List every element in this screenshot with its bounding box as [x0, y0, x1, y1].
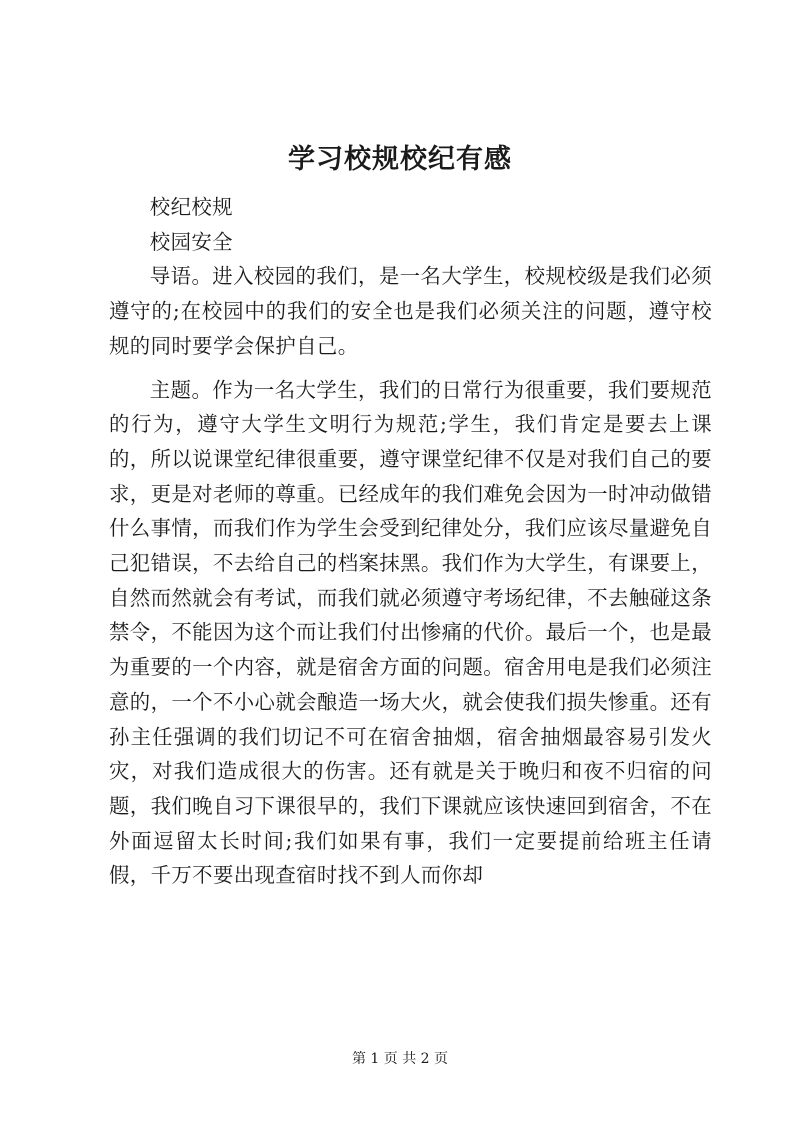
paragraph-heading-discipline: 校纪校规 — [149, 195, 233, 219]
page-number-footer: 第 1 页 共 2 页 — [351, 1051, 449, 1067]
paragraph-heading-safety: 校园安全 — [149, 229, 233, 254]
document-title: 学习校规校纪有感 — [288, 144, 512, 175]
document-body — [109, 190, 712, 893]
paragraph-main: 主题。作为一名大学生，我们的日常行为很重要，我们要规范的行为，遵守大学生文明行为规范;学生，我们肯定是要去上课的，所以说课堂纪律很重要，遵守课堂纪律不仅是对我们自己的要求，更是对老师的尊重。已经成年的我们难免会因为一时冲动做错什么事情，而我们作为学生会受到纪律处分，我们应该尽量避免自己犯错误，不去给自己的档案抹黑。我们作为大学生，有课要上，自然而然就会有考试，而我们就必须遵守考场纪律，不去触碰这条禁令，不能因为这个而让我们付出惨痛的代价。最后一个，也是最为重要的一个内容，就是宿舍方面的问题。宿舍用电是我们必须注意的，一个不小心就会酿造一场大火，就会使我们损失惨重。还有孙主任强调的我们切记不可在宿舍抽烟，宿舍抽烟最容易引发火灾，对我们造成很大的伤害。还有就是关于晚归和夜不归宿的问题，我们晚自习下课很早的，我们下课就应该快速回到宿舍，不在外面逗留太长时间;我们如果有事，我们一定要提前给班主任请假，千万不要出现查宿时找不到人而你却 — [109, 377, 712, 888]
paragraph-intro: 导语。进入校园的我们，是一名大学生，校规校级是我们必须遵守的;在校园中的我们的安全也是我们必须关注的问题，遵守校规的同时要学会保护自己。 — [109, 264, 712, 358]
